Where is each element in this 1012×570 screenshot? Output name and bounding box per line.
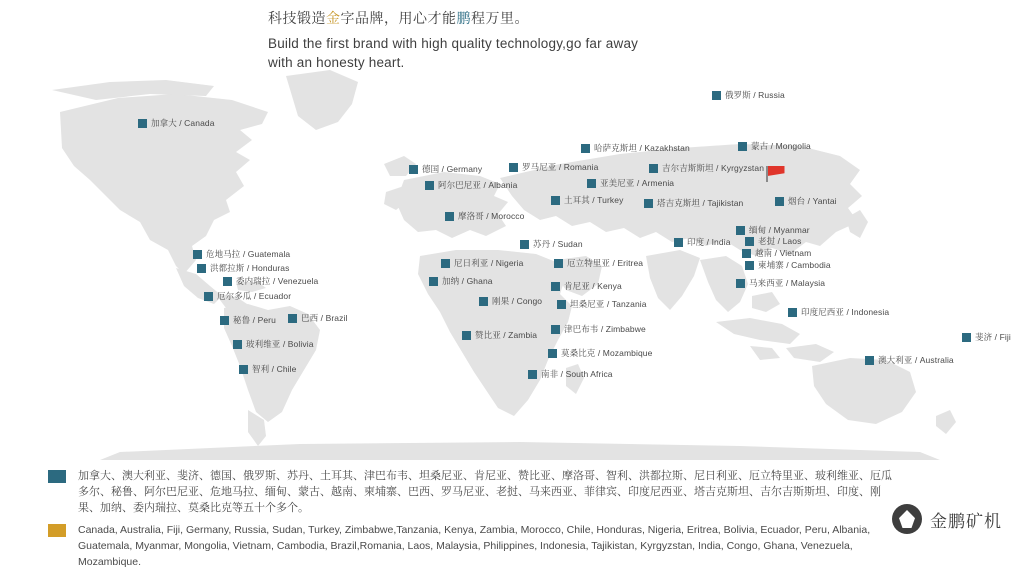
map-marker-label: 印度尼西亚 / Indonesia (801, 307, 890, 317)
brand-watermark (892, 504, 1002, 534)
map-marker-label: 蒙古 / Mongolia (751, 141, 811, 151)
map-marker-square-icon (548, 349, 557, 358)
map-marker-label: 刚果 / Congo (492, 296, 543, 306)
map-marker[interactable] (587, 178, 674, 188)
tagline-cn-teal: 鹏 (456, 10, 471, 26)
map-marker-label: 俄罗斯 / Russia (725, 90, 785, 100)
map-marker-square-icon (204, 292, 213, 301)
tagline-cn-part3: 程万里。 (471, 10, 529, 26)
map-marker[interactable] (745, 260, 831, 270)
map-marker-label: 智利 / Chile (252, 364, 297, 374)
map-marker-label: 苏丹 / Sudan (533, 239, 583, 249)
map-marker[interactable] (712, 90, 785, 100)
map-marker-label: 巴西 / Brazil (301, 313, 348, 323)
map-marker-square-icon (288, 314, 297, 323)
map-marker-label: 罗马尼亚 / Romania (522, 162, 599, 172)
map-marker-square-icon (233, 340, 242, 349)
map-marker-label: 委内瑞拉 / Venezuela (236, 276, 319, 286)
map-marker[interactable] (445, 211, 524, 221)
map-marker[interactable] (462, 330, 537, 340)
map-marker-label: 德国 / Germany (422, 164, 483, 174)
map-marker[interactable] (193, 249, 290, 259)
legend-row-english (0, 522, 1012, 570)
map-marker-label: 莫桑比克 / Mozambique (561, 348, 653, 358)
map-marker[interactable] (581, 143, 690, 153)
map-marker-label: 马来西亚 / Malaysia (749, 278, 826, 288)
map-marker-label: 哈萨克斯坦 / Kazakhstan (594, 143, 690, 153)
map-marker-square-icon (138, 119, 147, 128)
flag-pole (766, 166, 768, 182)
map-marker-square-icon (554, 259, 563, 268)
map-marker[interactable] (138, 118, 215, 128)
map-marker-square-icon (197, 264, 206, 273)
map-marker-square-icon (865, 356, 874, 365)
map-marker-square-icon (445, 212, 454, 221)
map-marker[interactable] (239, 364, 296, 374)
map-marker-label: 缅甸 / Myanmar (749, 225, 810, 235)
map-marker-square-icon (239, 365, 248, 374)
map-marker[interactable] (551, 195, 623, 205)
map-marker-label: 加拿大 / Canada (151, 118, 215, 128)
legend-text-english: Canada, Australia, Fiji, Germany, Russia, Sudan, Turkey, Zimbabwe,Tanzania, Kenya, Zambia, Morocco, Chile, Honduras, Nigeria, Eritrea, Bolivia, Ecuador, Peru, Albania, Guatemala, Myanmar, Mongolia, Vietnam, Cambodia, Brazil,Romania, Laos, Malaysia, Philippines, Indonesia, Tajikistan, Kyrgyzstan, India, Congo, Ghana, Venezuela, Mozambique. (78, 524, 871, 568)
map-marker-square-icon (551, 196, 560, 205)
legend-row-chinese (0, 468, 1012, 516)
map-marker-label: 厄尔多瓜 / Ecuador (217, 291, 292, 301)
tagline-cn-part2: 字品牌，用心才能 (340, 10, 457, 26)
map-marker[interactable] (197, 263, 289, 273)
map-marker-square-icon (429, 277, 438, 286)
map-marker-label: 澳大利亚 / Australia (878, 355, 954, 365)
map-marker[interactable] (223, 276, 318, 286)
map-marker[interactable] (649, 163, 764, 173)
map-marker[interactable] (736, 225, 810, 235)
map-marker-label: 印度 / India (687, 237, 731, 247)
map-marker-square-icon (193, 250, 202, 259)
map-marker-label: 玻利维亚 / Bolivia (246, 339, 314, 349)
yantai-flag-marker (766, 166, 786, 182)
map-marker-square-icon (551, 282, 560, 291)
map-marker-square-icon (462, 331, 471, 340)
map-marker-label: 南非 / South Africa (541, 369, 613, 379)
tagline-cn-gold: 金 (326, 10, 341, 26)
map-marker[interactable] (551, 281, 622, 291)
map-marker-label: 柬埔寨 / Cambodia (758, 260, 831, 270)
tagline-english-line1: Build the first brand with high quality technology,go far away (268, 36, 639, 51)
map-marker[interactable] (441, 258, 523, 268)
map-marker[interactable] (557, 299, 647, 309)
brand-name: 金鹏矿机 (930, 511, 1002, 531)
map-marker[interactable] (429, 276, 493, 286)
map-marker[interactable] (409, 164, 482, 174)
map-marker-square-icon (674, 238, 683, 247)
map-marker[interactable] (674, 237, 731, 247)
map-marker-square-icon (425, 181, 434, 190)
map-marker-label: 阿尔巴尼亚 / Albania (438, 180, 518, 190)
map-marker-square-icon (528, 370, 537, 379)
map-marker-square-icon (587, 179, 596, 188)
map-marker-label: 土耳其 / Turkey (564, 195, 624, 205)
map-marker[interactable] (745, 236, 801, 246)
map-marker-label: 加纳 / Ghana (442, 276, 493, 286)
map-marker-square-icon (220, 316, 229, 325)
map-marker-label: 秘鲁 / Peru (233, 315, 276, 325)
map-marker-square-icon (649, 164, 658, 173)
country-legend (0, 460, 1012, 568)
map-marker-label: 塔吉克斯坦 / Tajikistan (657, 198, 744, 208)
map-marker-label: 越南 / Vietnam (755, 248, 812, 258)
map-marker[interactable] (551, 324, 646, 334)
map-marker-square-icon (581, 144, 590, 153)
map-marker[interactable] (479, 296, 542, 306)
flag-cloth (768, 166, 785, 176)
map-marker-square-icon (736, 279, 745, 288)
map-marker[interactable] (742, 248, 811, 258)
brand-logo-icon (892, 504, 922, 534)
map-marker-label: 亚美尼亚 / Armenia (600, 178, 675, 188)
map-marker[interactable] (865, 355, 954, 365)
tagline-chinese (268, 8, 788, 28)
legend-text-chinese: 加拿大、澳大利亚、斐济、德国、俄罗斯、苏丹、土耳其、津巴布韦、坦桑尼亚、肯尼亚、赞比亚、摩洛哥、智利、洪都拉斯、尼日利亚、厄立特里亚、玻利维亚、厄瓜多尔、秘鲁、阿尔巴尼亚、危地马拉、缅甸、蒙古、越南、柬埔寨、巴西、罗马尼亚、老挝、马来西亚、菲律宾、印度尼西亚、塔吉克斯坦、吉尔吉斯斯坦、印度、刚果、加纳、委内瑞拉、莫桑比克等五十个多个。 (78, 470, 892, 514)
map-marker-square-icon (509, 163, 518, 172)
map-marker-label: 坦桑尼亚 / Tanzania (570, 299, 647, 309)
map-marker[interactable] (288, 313, 347, 323)
map-marker[interactable] (204, 291, 291, 301)
map-marker-square-icon (742, 249, 751, 258)
map-marker-label: 老挝 / Laos (758, 236, 802, 246)
map-marker-label: 危地马拉 / Guatemala (206, 249, 291, 259)
map-marker[interactable] (220, 315, 276, 325)
map-marker-label: 津巴布韦 / Zimbabwe (564, 324, 646, 334)
map-marker[interactable] (554, 258, 643, 268)
map-marker-label: 烟台 / Yantai (788, 196, 837, 206)
map-marker[interactable] (425, 180, 517, 190)
map-marker-square-icon (409, 165, 418, 174)
map-marker-square-icon (520, 240, 529, 249)
map-marker[interactable] (520, 239, 583, 249)
map-marker-square-icon (551, 325, 560, 334)
map-marker[interactable] (509, 162, 599, 172)
map-marker-square-icon (962, 333, 971, 342)
map-marker-square-icon (441, 259, 450, 268)
map-marker-square-icon (775, 197, 784, 206)
map-marker-label: 肯尼亚 / Kenya (564, 281, 622, 291)
map-marker[interactable] (548, 348, 652, 358)
map-marker-label: 赞比亚 / Zambia (475, 330, 538, 340)
map-marker[interactable] (644, 198, 743, 208)
map-marker-square-icon (736, 226, 745, 235)
map-marker-label: 尼日利亚 / Nigeria (454, 258, 524, 268)
map-marker-square-icon (788, 308, 797, 317)
map-marker-square-icon (712, 91, 721, 100)
map-marker-label: 吉尔吉斯斯坦 / Kyrgyzstan (662, 163, 765, 173)
map-marker-square-icon (745, 237, 754, 246)
map-marker-square-icon (738, 142, 747, 151)
legend-swatch-gold (48, 524, 66, 537)
map-marker-square-icon (644, 199, 653, 208)
map-marker-square-icon (479, 297, 488, 306)
map-marker[interactable] (233, 339, 314, 349)
tagline-cn-part1: 科技锻造 (268, 10, 326, 26)
legend-swatch-teal (48, 470, 66, 483)
map-marker-square-icon (745, 261, 754, 270)
map-marker[interactable] (962, 332, 1011, 342)
map-marker-square-icon (223, 277, 232, 286)
tagline-english-line2: with an honesty heart. (268, 55, 405, 70)
map-marker[interactable] (738, 141, 811, 151)
map-marker-label: 摩洛哥 / Morocco (458, 211, 525, 221)
map-marker[interactable] (788, 307, 889, 317)
map-marker-square-icon (557, 300, 566, 309)
map-marker[interactable] (528, 369, 613, 379)
map-marker[interactable] (775, 196, 837, 206)
map-marker-label: 厄立特里亚 / Eritrea (567, 258, 644, 268)
map-marker-label: 洪都拉斯 / Honduras (210, 263, 290, 273)
map-marker[interactable] (736, 278, 825, 288)
map-marker-label: 斐济 / Fiji (975, 332, 1011, 342)
